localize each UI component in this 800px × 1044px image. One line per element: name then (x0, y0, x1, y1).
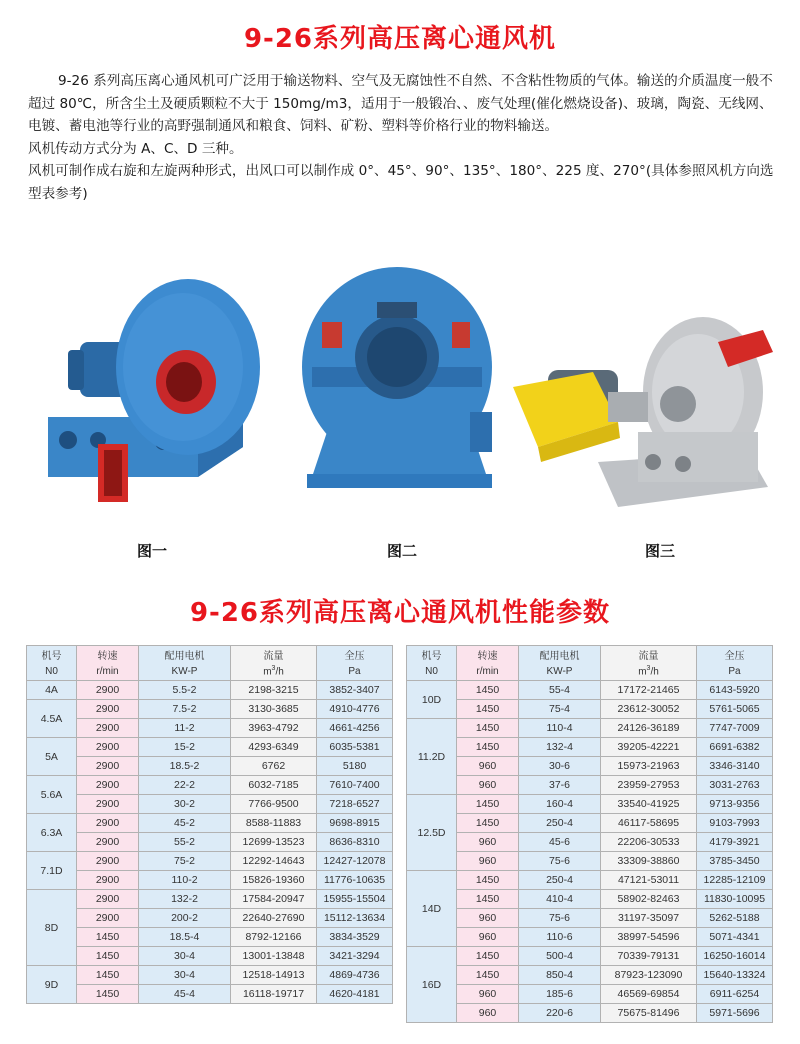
flow-cell: 38997-54596 (601, 928, 697, 947)
speed-cell: 1450 (457, 795, 519, 814)
column-header: 全压 (697, 646, 773, 664)
flow-cell: 4293-6349 (231, 738, 317, 757)
table-row (407, 814, 773, 833)
table-row (407, 795, 773, 814)
speed-cell: 2900 (77, 795, 139, 814)
pressure-cell: 3852-3407 (317, 681, 393, 700)
flow-cell: 22206-30533 (601, 833, 697, 852)
column-header: 配用电机 (519, 646, 601, 664)
speed-cell: 2900 (77, 738, 139, 757)
motor-cell: 410-4 (519, 890, 601, 909)
motor-cell: 200-2 (139, 909, 231, 928)
table-row (27, 985, 393, 1004)
speed-cell: 960 (457, 833, 519, 852)
motor-cell: 5.5-2 (139, 681, 231, 700)
pressure-cell: 5971-5696 (697, 1004, 773, 1023)
column-unit: KW-P (519, 663, 601, 681)
table-row (407, 871, 773, 890)
pressure-cell: 9698-8915 (317, 814, 393, 833)
figure-caption-1: 图一 (136, 542, 167, 560)
model-cell: 12.5D (407, 795, 457, 871)
pressure-cell: 12427-12078 (317, 852, 393, 871)
table-row (27, 738, 393, 757)
table-row (407, 681, 773, 700)
model-cell: 8D (27, 890, 77, 966)
pressure-cell: 4179-3921 (697, 833, 773, 852)
intro-paragraph-1: 9-26 系列高压离心通风机可广泛用于输送物料、空气及无腐蚀性不自然、不含粘性物质的气体。输送的介质温度一般不超过 80℃，所含尘土及硬质颗粒不大于 150mg/m3，适用于一般锻冶、、废气处理(催化燃烧设备)、玻璃，陶瓷、无线网、电镀、蓄电池等行业的高野强制通风和粮食、饲料、矿粉、塑料等价格行业的物料输送。 (28, 73, 773, 134)
motor-cell: 250-4 (519, 814, 601, 833)
pressure-cell: 3834-3529 (317, 928, 393, 947)
model-cell: 6.3A (27, 814, 77, 852)
flow-cell: 8792-12166 (231, 928, 317, 947)
column-header: 配用电机 (139, 646, 231, 664)
column-unit: r/min (77, 663, 139, 681)
speed-cell: 1450 (77, 947, 139, 966)
flow-cell: 12699-13523 (231, 833, 317, 852)
speed-cell: 2900 (77, 719, 139, 738)
column-header: 机号 (407, 646, 457, 664)
flow-cell: 16118-19717 (231, 985, 317, 1004)
pressure-cell: 4661-4256 (317, 719, 393, 738)
column-header: 转速 (457, 646, 519, 664)
flow-cell: 33540-41925 (601, 795, 697, 814)
flow-cell: 33309-38860 (601, 852, 697, 871)
flow-cell: 47121-53011 (601, 871, 697, 890)
table-row (407, 833, 773, 852)
table-row (27, 814, 393, 833)
pressure-cell: 4620-4181 (317, 985, 393, 1004)
motor-cell: 75-4 (519, 700, 601, 719)
speed-cell: 960 (457, 928, 519, 947)
model-cell: 11.2D (407, 719, 457, 795)
column-header: 全压 (317, 646, 393, 664)
column-unit: N0 (407, 663, 457, 681)
column-unit: $m^3/h$ (601, 663, 697, 681)
pressure-cell: 6911-6254 (697, 985, 773, 1004)
speed-cell: 1450 (77, 928, 139, 947)
speed-cell: 2900 (77, 833, 139, 852)
flow-cell: 46117-58695 (601, 814, 697, 833)
pressure-cell: 15112-13634 (317, 909, 393, 928)
speed-cell: 1450 (457, 966, 519, 985)
model-cell: 4A (27, 681, 77, 700)
motor-cell: 45-4 (139, 985, 231, 1004)
pressure-cell: 7747-7009 (697, 719, 773, 738)
motor-cell: 30-4 (139, 947, 231, 966)
column-unit: Pa (697, 663, 773, 681)
pressure-cell: 15955-15504 (317, 890, 393, 909)
pressure-cell: 16250-16014 (697, 947, 773, 966)
pressure-cell: 6035-5381 (317, 738, 393, 757)
table-row (407, 890, 773, 909)
motor-cell: 132-2 (139, 890, 231, 909)
flow-cell: 6762 (231, 757, 317, 776)
table-row (407, 928, 773, 947)
performance-table-right-wrapper (406, 645, 773, 1023)
speed-cell: 2900 (77, 681, 139, 700)
motor-cell: 850-4 (519, 966, 601, 985)
motor-cell: 22-2 (139, 776, 231, 795)
motor-cell: 75-2 (139, 852, 231, 871)
table-row (27, 833, 393, 852)
speed-cell: 2900 (77, 757, 139, 776)
speed-cell: 1450 (457, 947, 519, 966)
motor-cell: 18.5-4 (139, 928, 231, 947)
column-header: 机号 (27, 646, 77, 664)
pressure-cell: 3421-3294 (317, 947, 393, 966)
flow-cell: 12518-14913 (231, 966, 317, 985)
speed-cell: 960 (457, 776, 519, 795)
column-header: 流量 (231, 646, 317, 664)
speed-cell: 2900 (77, 852, 139, 871)
speed-cell: 960 (457, 985, 519, 1004)
speed-cell: 2900 (77, 871, 139, 890)
speed-cell: 2900 (77, 700, 139, 719)
pressure-cell: 6691-6382 (697, 738, 773, 757)
intro-paragraph-3: 风机可制作成右旋和左旋两种形式，出风口可以制作成 0°、45°、90°、135°、180°、225 度、270°(具体参照风机方向选型表参考) (28, 163, 774, 202)
table-row (407, 738, 773, 757)
pressure-cell: 12285-12109 (697, 871, 773, 890)
motor-cell: 45-6 (519, 833, 601, 852)
motor-cell: 11-2 (139, 719, 231, 738)
flow-cell: 3963-4792 (231, 719, 317, 738)
column-header: 流量 (601, 646, 697, 664)
pressure-cell: 3031-2763 (697, 776, 773, 795)
motor-cell: 110-2 (139, 871, 231, 890)
table-row (27, 757, 393, 776)
flow-cell: 7766-9500 (231, 795, 317, 814)
model-cell: 4.5A (27, 700, 77, 738)
motor-cell: 30-2 (139, 795, 231, 814)
table-row (407, 719, 773, 738)
table-row (27, 890, 393, 909)
table-title: 9-26系列高压离心通风机性能参数 (189, 598, 611, 628)
speed-cell: 1450 (457, 871, 519, 890)
pressure-cell: 3346-3140 (697, 757, 773, 776)
performance-table-right (406, 645, 773, 1023)
pressure-cell: 15640-13324 (697, 966, 773, 985)
speed-cell: 1450 (457, 814, 519, 833)
flow-cell: 8588-11883 (231, 814, 317, 833)
flow-cell: 75675-81496 (601, 1004, 697, 1023)
motor-cell: 37-6 (519, 776, 601, 795)
table-row (407, 947, 773, 966)
flow-cell: 58902-82463 (601, 890, 697, 909)
performance-table-left-wrapper (26, 645, 393, 1004)
pressure-cell: 5761-5065 (697, 700, 773, 719)
speed-cell: 2900 (77, 909, 139, 928)
performance-table-left (26, 645, 393, 1004)
column-unit: KW-P (139, 663, 231, 681)
motor-cell: 160-4 (519, 795, 601, 814)
table-row (27, 681, 393, 700)
motor-cell: 7.5-2 (139, 700, 231, 719)
flow-cell: 87923-123090 (601, 966, 697, 985)
speed-cell: 2900 (77, 890, 139, 909)
speed-cell: 2900 (77, 814, 139, 833)
speed-cell: 960 (457, 1004, 519, 1023)
fan-image-3 (508, 312, 778, 517)
pressure-cell: 9713-9356 (697, 795, 773, 814)
pressure-cell: 6143-5920 (697, 681, 773, 700)
figure-caption-3: 图三 (644, 542, 675, 560)
flow-cell: 39205-42221 (601, 738, 697, 757)
flow-cell: 15973-21963 (601, 757, 697, 776)
motor-cell: 30-6 (519, 757, 601, 776)
motor-cell: 75-6 (519, 909, 601, 928)
table-row (27, 871, 393, 890)
speed-cell: 960 (457, 852, 519, 871)
motor-cell: 45-2 (139, 814, 231, 833)
flow-cell: 70339-79131 (601, 947, 697, 966)
pressure-cell: 5180 (317, 757, 393, 776)
pressure-cell: 7218-6527 (317, 795, 393, 814)
motor-cell: 75-6 (519, 852, 601, 871)
flow-cell: 24126-36189 (601, 719, 697, 738)
table-row (27, 776, 393, 795)
motor-cell: 18.5-2 (139, 757, 231, 776)
column-unit: Pa (317, 663, 393, 681)
fan-image-1 (38, 272, 268, 517)
flow-cell: 46569-69854 (601, 985, 697, 1004)
pressure-cell: 5071-4341 (697, 928, 773, 947)
table-row (27, 909, 393, 928)
table-row (27, 966, 393, 985)
table-row (27, 852, 393, 871)
model-cell: 10D (407, 681, 457, 719)
table-row (27, 795, 393, 814)
flow-cell: 23959-27953 (601, 776, 697, 795)
flow-cell: 22640-27690 (231, 909, 317, 928)
table-row (407, 700, 773, 719)
motor-cell: 185-6 (519, 985, 601, 1004)
speed-cell: 1450 (457, 890, 519, 909)
table-row (407, 966, 773, 985)
pressure-cell: 4910-4776 (317, 700, 393, 719)
pressure-cell: 8636-8310 (317, 833, 393, 852)
figure-caption-2: 图二 (386, 542, 417, 560)
table-row (27, 947, 393, 966)
model-cell: 5A (27, 738, 77, 776)
motor-cell: 250-4 (519, 871, 601, 890)
flow-cell: 12292-14643 (231, 852, 317, 871)
motor-cell: 500-4 (519, 947, 601, 966)
speed-cell: 2900 (77, 776, 139, 795)
flow-cell: 17172-21465 (601, 681, 697, 700)
model-cell: 5.6A (27, 776, 77, 814)
pressure-cell: 4869-4736 (317, 966, 393, 985)
speed-cell: 960 (457, 757, 519, 776)
flow-cell: 23612-30052 (601, 700, 697, 719)
motor-cell: 110-6 (519, 928, 601, 947)
pressure-cell: 11776-10635 (317, 871, 393, 890)
table-row (27, 700, 393, 719)
fan-image-2 (302, 262, 502, 512)
table-row (407, 757, 773, 776)
pressure-cell: 5262-5188 (697, 909, 773, 928)
flow-cell: 31197-35097 (601, 909, 697, 928)
flow-cell: 6032-7185 (231, 776, 317, 795)
speed-cell: 1450 (457, 700, 519, 719)
column-unit: r/min (457, 663, 519, 681)
motor-cell: 55-4 (519, 681, 601, 700)
speed-cell: 1450 (77, 966, 139, 985)
intro-text (28, 70, 778, 205)
table-row (407, 1004, 773, 1023)
column-header: 转速 (77, 646, 139, 664)
motor-cell: 55-2 (139, 833, 231, 852)
flow-cell: 13001-13848 (231, 947, 317, 966)
table-row (27, 719, 393, 738)
motor-cell: 110-4 (519, 719, 601, 738)
pressure-cell: 3785-3450 (697, 852, 773, 871)
flow-cell: 15826-19360 (231, 871, 317, 890)
speed-cell: 1450 (457, 738, 519, 757)
column-unit: $m^3/h$ (231, 663, 317, 681)
flow-cell: 17584-20947 (231, 890, 317, 909)
table-row (407, 852, 773, 871)
motor-cell: 15-2 (139, 738, 231, 757)
speed-cell: 1450 (77, 985, 139, 1004)
model-cell: 14D (407, 871, 457, 947)
pressure-cell: 11830-10095 (697, 890, 773, 909)
speed-cell: 1450 (457, 681, 519, 700)
speed-cell: 960 (457, 909, 519, 928)
column-unit: N0 (27, 663, 77, 681)
table-row (407, 776, 773, 795)
model-cell: 7.1D (27, 852, 77, 890)
table-row (407, 909, 773, 928)
motor-cell: 132-4 (519, 738, 601, 757)
table-row (27, 928, 393, 947)
flow-cell: 2198-3215 (231, 681, 317, 700)
intro-paragraph-2: 风机传动方式分为 A、C、D 三种。 (28, 140, 243, 157)
page-title: 9-26系列高压离心通风机 (243, 24, 557, 54)
pressure-cell: 7610-7400 (317, 776, 393, 795)
motor-cell: 220-6 (519, 1004, 601, 1023)
model-cell: 16D (407, 947, 457, 1023)
flow-cell: 3130-3685 (231, 700, 317, 719)
table-row (407, 985, 773, 1004)
pressure-cell: 9103-7993 (697, 814, 773, 833)
model-cell: 9D (27, 966, 77, 1004)
motor-cell: 30-4 (139, 966, 231, 985)
speed-cell: 1450 (457, 719, 519, 738)
